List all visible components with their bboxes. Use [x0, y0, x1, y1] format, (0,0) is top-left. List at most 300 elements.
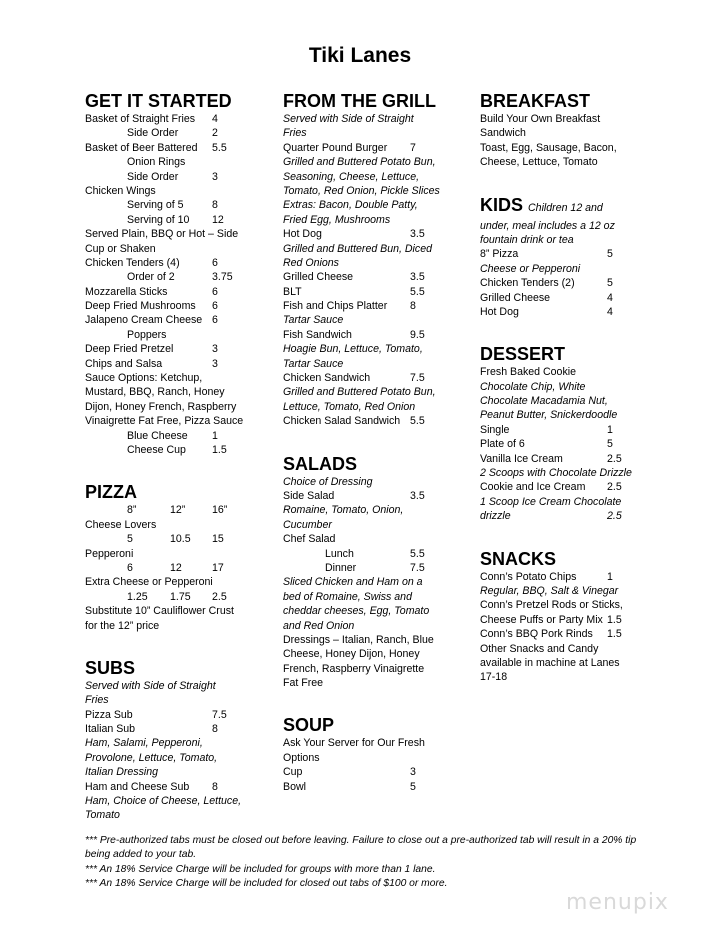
menu-line: [480, 276, 640, 290]
item-text: Seasoning, Cheese, Lettuce,: [283, 170, 420, 183]
item-text: Romaine, Tomato, Onion,: [283, 504, 404, 517]
menu-line: [85, 213, 260, 227]
section-salads: [283, 453, 458, 691]
section-get-it-started: [85, 90, 260, 457]
item-text: Chocolate Chip, White: [480, 380, 586, 393]
item-text: Chicken Salad Sandwich: [283, 415, 401, 428]
menu-line: [480, 219, 640, 233]
menu-line: [85, 385, 260, 399]
item-price: 5.5: [410, 415, 425, 428]
menu-line: [283, 256, 458, 270]
item-text: Vinaigrette Fat Free, Pizza Sauce: [85, 415, 244, 428]
section-heading: [480, 194, 640, 219]
item-text: Cup or Shaken: [85, 242, 156, 255]
menu-line: [85, 155, 260, 169]
item-text: Cheese Cup: [127, 443, 186, 456]
menu-line: [85, 371, 260, 385]
menu-line: [283, 647, 458, 661]
menu-line: [85, 184, 260, 198]
section-breakfast: [480, 90, 640, 170]
item-text: 1 Scoop Ice Cream Chocolate: [480, 495, 622, 508]
menu-line: [283, 414, 458, 428]
item-text: Grilled and Buttered Potato Bun,: [283, 386, 436, 399]
item-price: 8: [212, 780, 218, 793]
item-text: Hot Dog: [283, 228, 322, 241]
item-text: Cheese, Lettuce, Tomato: [480, 156, 598, 169]
item-text: Quarter Pound Burger: [283, 141, 388, 154]
note-text: Substitute 10” Cauliflower Crust: [85, 605, 234, 618]
column-right: [480, 90, 640, 709]
menu-line: [85, 141, 260, 155]
menu-line: [283, 751, 458, 765]
item-text: BLT: [283, 285, 302, 298]
item-text: Build Your Own Breakfast: [480, 113, 601, 125]
item-text: Sauce Options: Ketchup,: [85, 372, 203, 385]
menu-line: [283, 547, 458, 561]
price: 6: [127, 561, 133, 574]
item-price: 2.5: [607, 481, 622, 494]
menu-line: [283, 371, 458, 385]
menu-line: [283, 112, 458, 126]
item-text: Cup: [283, 766, 303, 779]
item-text: Fresh Baked Cookie: [480, 366, 576, 379]
menu-line: [480, 480, 640, 494]
menu-line: [480, 408, 640, 422]
item-text: Tartar Sauce: [283, 314, 344, 327]
menu-line: [283, 357, 458, 371]
menu-line: [85, 443, 260, 457]
item-text: Chicken Sandwich: [283, 372, 371, 385]
item-price: 12: [212, 213, 224, 226]
size-label: 12”: [170, 504, 186, 517]
price: 10.5: [170, 533, 191, 546]
menu-line: [480, 656, 640, 670]
menu-line: [283, 270, 458, 284]
item-text: Italian Dressing: [85, 766, 159, 779]
menu-line: [85, 808, 260, 822]
price: 15: [212, 533, 224, 546]
menu-line: [480, 380, 640, 394]
watermark-logo: menupix: [566, 890, 669, 915]
item-text: Conn’s Potato Chips: [480, 570, 577, 583]
item-text: Served Plain, BBQ or Hot – Side: [85, 228, 239, 241]
item-text: Lunch: [325, 547, 354, 560]
menu-line: [480, 570, 640, 584]
item-text: Order of 2: [127, 271, 175, 284]
item-text: 17-18: [480, 671, 508, 684]
item-price: 1.5: [607, 628, 622, 641]
menu-line: [480, 112, 640, 126]
price-row: [85, 532, 260, 546]
item-text: Sliced Chicken and Ham on a: [283, 576, 423, 589]
item-text: French, Raspberry Vinaigrette: [283, 662, 425, 675]
item-text: Choice of Dressing: [283, 475, 373, 488]
item-price: 1: [212, 429, 218, 442]
menu-line: [480, 437, 640, 451]
item-price: 5.5: [212, 141, 227, 154]
item-text: Italian Sub: [85, 723, 136, 736]
menu-line: [480, 155, 640, 169]
column-middle: [283, 90, 458, 818]
item-text: Tomato, Red Onion, Pickle Slices: [283, 184, 440, 197]
menu-line: [283, 342, 458, 356]
item-text: Peanut Butter, Snickerdoodle: [480, 409, 618, 422]
menu-list: [480, 219, 640, 320]
menu-line: [85, 429, 260, 443]
section-heading: SUBS: [85, 657, 136, 678]
menu-line: [283, 765, 458, 779]
note: [85, 604, 260, 618]
item-text: Basket of Straight Fries: [85, 113, 196, 125]
item-price: 5.5: [410, 547, 425, 560]
kids-heading-text: KIDS: [480, 194, 524, 215]
item-text: and Red Onion: [283, 619, 355, 632]
menu-line: [85, 780, 260, 794]
item-price: 6: [212, 314, 218, 327]
menu-line: [480, 126, 640, 140]
menu-list: [480, 570, 640, 685]
menu-line: [85, 126, 260, 140]
price: 1.75: [170, 590, 191, 603]
item-text: Grilled and Buttered Bun, Diced: [283, 242, 432, 255]
item-text: Regular, BBQ, Salt & Vinegar: [480, 584, 619, 597]
item-price: 3: [212, 343, 218, 356]
item-text: Toast, Egg, Sausage, Bacon,: [480, 141, 617, 154]
menu-line: [480, 423, 640, 437]
item-text: Conn’s BBQ Pork Rinds: [480, 628, 593, 641]
item-text: Tartar Sauce: [283, 357, 344, 370]
column-left: [85, 90, 260, 847]
menu-line: [480, 670, 640, 684]
item-text: Pizza Sub: [85, 708, 133, 721]
menu-line: [480, 394, 640, 408]
item-text: Ask Your Server for Our Fresh: [283, 737, 425, 750]
item-price: 4: [607, 291, 613, 304]
menu-line: [283, 590, 458, 604]
item-text: available in machine at Lanes: [480, 656, 620, 669]
item-price: 5: [607, 438, 613, 451]
item-text: Side Salad: [283, 489, 335, 502]
item-text: Ham, Salami, Pepperoni,: [85, 737, 203, 750]
section-kids: [480, 194, 640, 320]
item-text: Chips and Salsa: [85, 357, 163, 370]
item-price: 3.75: [212, 271, 233, 284]
menu-line: [85, 751, 260, 765]
item-text: Other Snacks and Candy: [480, 642, 599, 655]
price: 1.25: [127, 590, 148, 603]
item-text: bed of Romaine, Swiss and: [283, 590, 412, 603]
menu-line: [480, 365, 640, 379]
item-text: Dressings – Italian, Ranch, Blue: [283, 633, 434, 646]
menu-line: [85, 242, 260, 256]
size-label: 8”: [127, 504, 137, 517]
menu-line: [283, 213, 458, 227]
menu-list: [283, 475, 458, 691]
menu-line: [283, 518, 458, 532]
item-text: Mustard, BBQ, Ranch, Honey: [85, 386, 225, 399]
menu-line: [85, 679, 260, 693]
item-text: Poppers: [127, 328, 167, 341]
menu-line: [283, 532, 458, 546]
item-text: Chicken Tenders (4): [85, 256, 180, 269]
menu-line: [85, 708, 260, 722]
menu-list: [85, 112, 260, 457]
item-price: 3.5: [410, 271, 425, 284]
menu-line: [283, 328, 458, 342]
item-text: fountain drink or tea: [480, 233, 574, 246]
menu-line: [283, 676, 458, 690]
item-text: Fried Egg, Mushrooms: [283, 213, 391, 226]
item-text: Provolone, Lettuce, Tomato,: [85, 751, 218, 764]
menu-line: [283, 475, 458, 489]
menu-line: [85, 170, 260, 184]
item-text: Dinner: [325, 561, 357, 574]
item-text: Grilled Cheese: [480, 291, 551, 304]
item-price: 6: [212, 285, 218, 298]
item-price: 9.5: [410, 328, 425, 341]
note-text: for the 12” price: [85, 619, 160, 632]
menu-line: [283, 489, 458, 503]
item-text: Fat Free: [283, 677, 324, 690]
menu-line: [283, 619, 458, 633]
item-text: Fish Sandwich: [283, 328, 352, 341]
item-price: 7.5: [410, 372, 425, 385]
menu-line: [480, 584, 640, 598]
item-price: 1.5: [212, 443, 227, 456]
item-text: Onion Rings: [127, 156, 186, 169]
item-text: Chicken Wings: [85, 184, 156, 197]
item-text: Cucumber: [283, 518, 332, 531]
item-text: Blue Cheese: [127, 429, 188, 442]
pizza-sizes-row: [85, 503, 260, 517]
section-heading: SNACKS: [480, 548, 557, 569]
item-text: Fries: [85, 694, 109, 707]
menu-line: [480, 247, 640, 261]
item-price: 5.5: [410, 285, 425, 298]
section-heading: BREAKFAST: [480, 91, 591, 111]
item-text: Grilled and Buttered Potato Bun,: [283, 156, 436, 169]
footer-note: *** An 18% Service Charge will be included for groups with more than 1 lane.: [85, 863, 436, 875]
menu-item: [85, 547, 260, 561]
menu-line: [283, 400, 458, 414]
menu-line: [283, 141, 458, 155]
item-price: 6: [212, 300, 218, 313]
note: [85, 619, 260, 633]
menu-line: [480, 598, 640, 612]
menu-line: [480, 509, 640, 523]
item-price: 4: [607, 305, 613, 318]
item-price: 3: [410, 766, 416, 779]
menu-line: [283, 126, 458, 140]
price: 5: [127, 533, 133, 546]
item-text: Deep Fried Mushrooms: [85, 300, 196, 313]
section-soup: [283, 714, 458, 794]
item-price: 7: [410, 141, 416, 154]
item-text: 2 Scoops with Chocolate Drizzle: [480, 467, 632, 480]
item-price: 3: [212, 357, 218, 370]
section-heading: GET IT STARTED: [85, 91, 232, 111]
menu-line: [480, 452, 640, 466]
menu-line: [283, 242, 458, 256]
item-name: Extra Cheese or Pepperoni: [85, 576, 213, 589]
menu-line: [85, 342, 260, 356]
item-price: 1: [607, 570, 613, 583]
item-text: Chicken Tenders (2): [480, 277, 575, 290]
size-label: 16”: [212, 504, 228, 517]
menu-line: [283, 227, 458, 241]
item-text: Lettuce, Tomato, Red Onion: [283, 400, 416, 413]
menu-line: [85, 313, 260, 327]
menu-line: [283, 604, 458, 618]
menu-line: [480, 466, 640, 480]
item-price: 3.5: [410, 489, 425, 502]
menu-line: [480, 495, 640, 509]
item-price: 5: [410, 780, 416, 793]
item-text: Sandwich: [480, 127, 526, 140]
menu-line: [283, 503, 458, 517]
menu-line: [85, 328, 260, 342]
section-heading: SOUP: [283, 715, 335, 736]
menu-item: [85, 575, 260, 589]
item-price: 3.5: [410, 228, 425, 241]
item-price: 8: [410, 300, 416, 313]
item-text: Mozzarella Sticks: [85, 285, 168, 298]
menu-line: [480, 627, 640, 641]
menu-list: [283, 112, 458, 429]
item-text: drizzle: [480, 510, 511, 523]
menu-line: [480, 291, 640, 305]
item-text: 8” Pizza: [480, 248, 519, 261]
menu-line: [283, 184, 458, 198]
item-text: Side Order: [127, 127, 179, 140]
menu-line: [480, 233, 640, 247]
section-from-the-grill: [283, 90, 458, 429]
item-price: 1: [607, 423, 613, 436]
item-price: 2.5: [607, 452, 622, 465]
menu-line: [480, 642, 640, 656]
menu-item: [85, 518, 260, 532]
item-text: Red Onions: [283, 256, 339, 269]
item-text: Grilled Cheese: [283, 271, 354, 284]
menu-line: [283, 662, 458, 676]
item-text: Plate of 6: [480, 438, 525, 451]
menu-line: [85, 299, 260, 313]
item-text: Conn’s Pretzel Rods or Sticks,: [480, 599, 623, 612]
item-text: Cheese or Pepperoni: [480, 262, 581, 275]
item-price: 1.5: [607, 613, 622, 626]
menu-line: [85, 198, 260, 212]
item-price: 5: [607, 248, 613, 261]
page-title: Tiki Lanes: [308, 44, 412, 67]
item-price: 5: [607, 277, 613, 290]
menu-list: [85, 679, 260, 823]
menu-line: [85, 400, 260, 414]
footer-note: *** An 18% Service Charge will be included for closed out tabs of $100 or more.: [85, 878, 448, 890]
item-text: Fries: [283, 127, 307, 140]
price: 17: [212, 561, 224, 574]
item-price: 4: [212, 113, 218, 125]
item-price: 6: [212, 256, 218, 269]
menu-line: [283, 299, 458, 313]
item-price: 7.5: [410, 561, 425, 574]
item-text: Hot Dog: [480, 305, 519, 318]
item-name: Pepperoni: [85, 547, 134, 560]
item-text: under, meal includes a 12 oz: [480, 219, 615, 232]
section-heading: DESSERT: [480, 344, 566, 365]
section-heading: PIZZA: [85, 482, 137, 503]
item-text: Chef Salad: [283, 533, 336, 546]
item-text: Ham and Cheese Sub: [85, 780, 190, 793]
item-text: Single: [480, 423, 510, 436]
kids-note: Children 12 and: [528, 201, 603, 214]
item-text: cheddar cheeses, Egg, Tomato: [283, 605, 430, 618]
price-row: [85, 590, 260, 604]
item-text: Cookie and Ice Cream: [480, 481, 586, 494]
menu-line: [85, 227, 260, 241]
menu-line: [480, 262, 640, 276]
item-price: 7.5: [212, 708, 227, 721]
menu-line: [283, 285, 458, 299]
menu-line: [480, 305, 640, 319]
item-text: Deep Fried Pretzel: [85, 343, 174, 356]
menu-line: [85, 794, 260, 808]
item-text: Serving of 5: [127, 199, 184, 212]
menu-line: [283, 561, 458, 575]
menu-line: [85, 270, 260, 284]
menu-line: [85, 357, 260, 371]
menu-line: [283, 155, 458, 169]
menu-line: [480, 613, 640, 627]
section-heading: SALADS: [283, 453, 358, 474]
item-price: 3: [212, 170, 218, 183]
item-text: Serving of 10: [127, 213, 190, 226]
item-text: Extras: Bacon, Double Patty,: [283, 199, 418, 212]
item-price: 8: [212, 723, 218, 736]
section-subs: [85, 657, 260, 823]
menu-line: [283, 736, 458, 750]
menu-line: [85, 256, 260, 270]
item-text: Fish and Chips Platter: [283, 300, 388, 313]
item-text: Chocolate Macadamia Nut,: [480, 395, 608, 408]
item-text: Jalapeno Cream Cheese: [85, 314, 203, 327]
item-text: Vanilla Ice Cream: [480, 452, 563, 465]
menu-list: [480, 112, 640, 170]
section-snacks: [480, 548, 640, 685]
item-price: 2: [212, 127, 218, 140]
menu-line: [85, 414, 260, 428]
menu-line: [283, 313, 458, 327]
item-name: Cheese Lovers: [85, 518, 157, 531]
menu-line: [85, 765, 260, 779]
menu-line: [85, 722, 260, 736]
menu-line: [85, 693, 260, 707]
item-text: Cheese Puffs or Party Mix: [480, 613, 603, 626]
item-text: Options: [283, 751, 320, 764]
menu-line: [283, 575, 458, 589]
menu-line: [85, 285, 260, 299]
menu-line: [283, 170, 458, 184]
menu-line: [283, 198, 458, 212]
item-text: Side Order: [127, 170, 179, 183]
price-row: [85, 561, 260, 575]
footer-note: *** Pre-authorized tabs must be closed out before leaving. Failure to close out a pre-authorized tab will result in a 20% tip being added to your tab.: [85, 835, 637, 861]
price: 12: [170, 561, 182, 574]
item-text: Bowl: [283, 780, 306, 793]
item-text: Basket of Beer Battered: [85, 141, 198, 154]
menu-line: [85, 736, 260, 750]
section-pizza: [85, 481, 260, 633]
menu-line: [283, 780, 458, 794]
